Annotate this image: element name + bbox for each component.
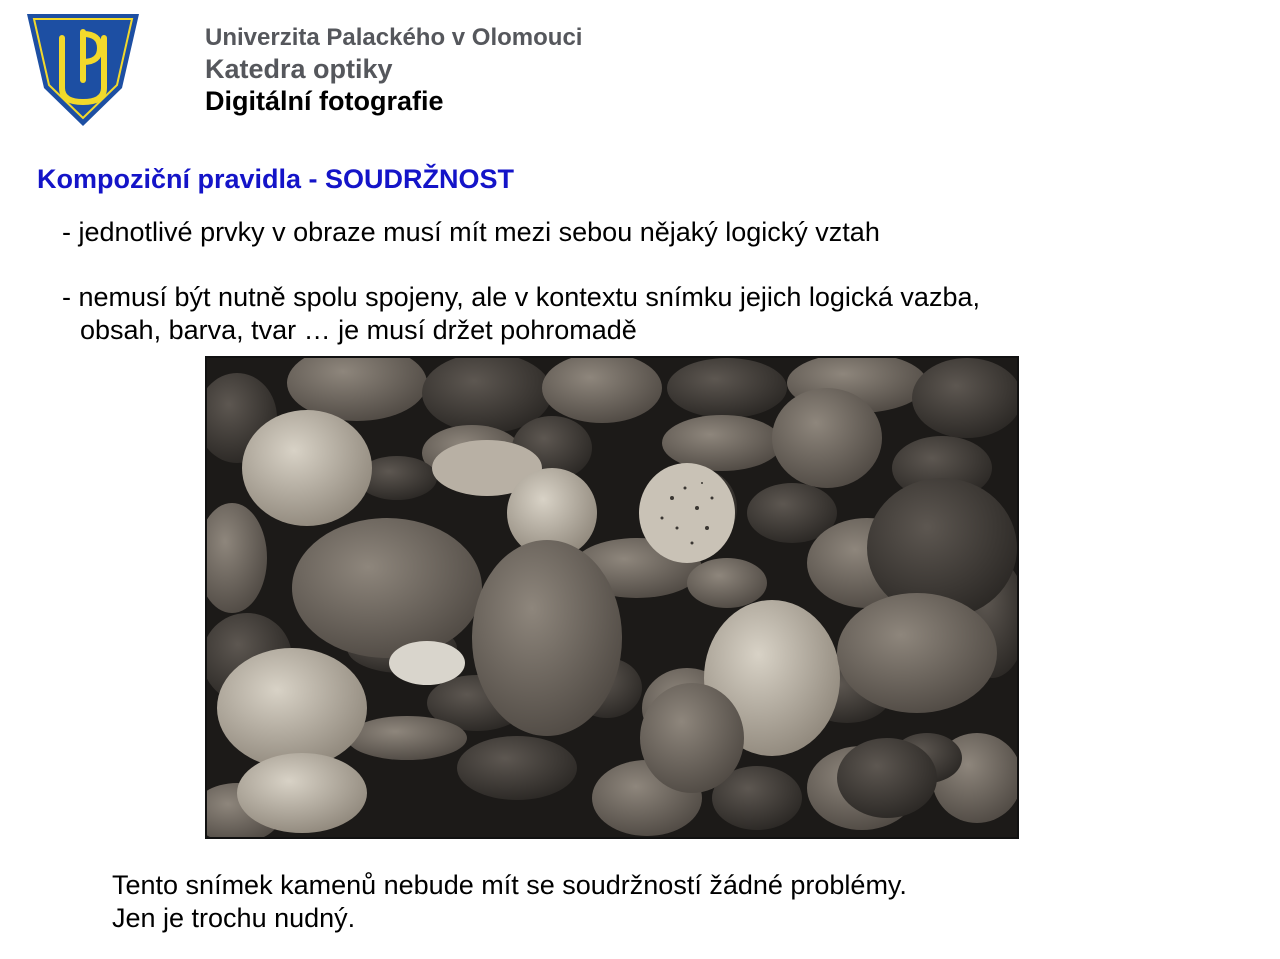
bullet-2-line-2: obsah, barva, tvar … je musí držet pohromadě (80, 315, 637, 345)
bullet-2 (62, 281, 980, 347)
header-department: Katedra optiky (205, 54, 393, 84)
bullet-2-line-1: - nemusí být nutně spolu spojeny, ale v kontextu snímku jejich logická vazba, (62, 282, 980, 312)
caption-line-2: Jen je trochu nudný. (112, 903, 356, 933)
header-course: Digitální fotografie (205, 86, 444, 116)
pebbles-photo (205, 356, 1019, 839)
caption (112, 869, 907, 935)
slide-title: Kompoziční pravidla - SOUDRŽNOST (37, 164, 515, 194)
header-university: Univerzita Palackého v Olomouci (205, 24, 583, 51)
university-logo-icon (24, 10, 142, 128)
caption-line-1: Tento snímek kamenů nebude mít se soudržností žádné problémy. (112, 870, 907, 900)
bullet-1: - jednotlivé prvky v obraze musí mít mezi sebou nějaký logický vztah (62, 217, 880, 247)
